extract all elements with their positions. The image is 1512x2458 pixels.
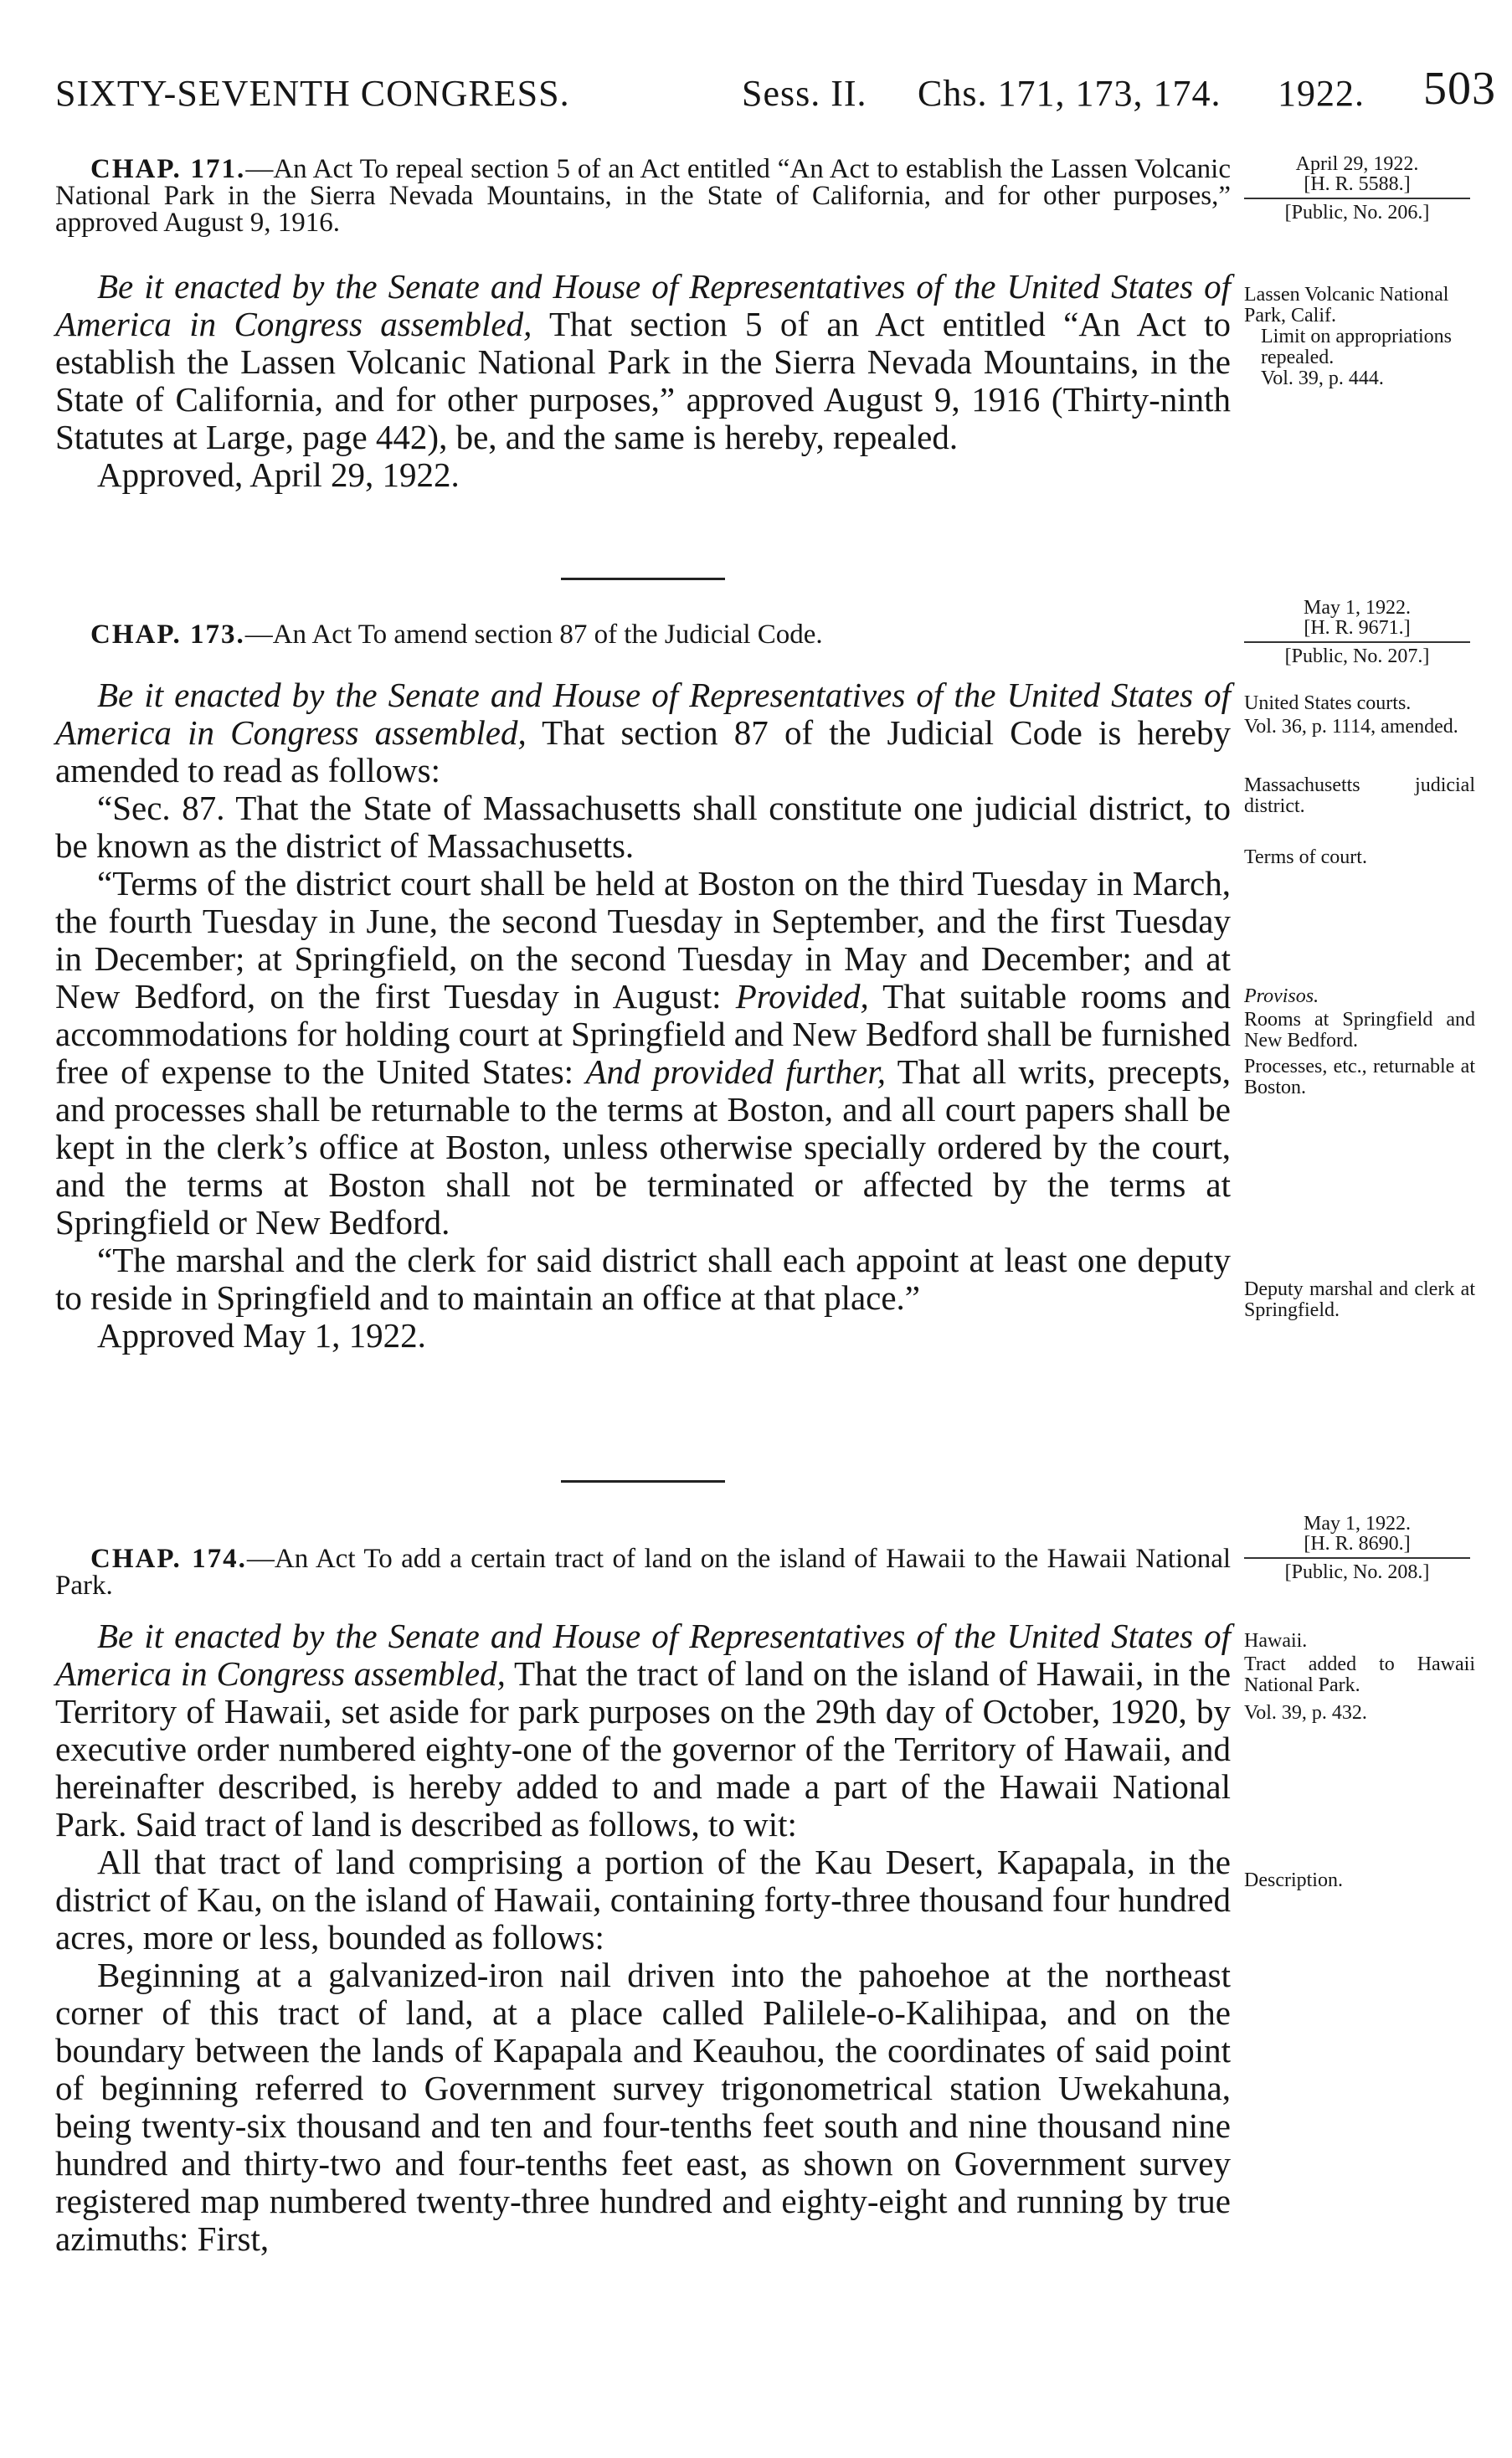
chap173-enacting-clause: Be it enacted by the Senate and House of Representatives of the United States of America in Congress assembled, [55, 676, 1231, 752]
chap173-ref-public: [Public, No. 207.] [1284, 645, 1430, 667]
chap173-approved: Approved May 1, 1922. [97, 1316, 426, 1355]
note-vol36-1114: Vol. 36, p. 1114, amended. [1244, 716, 1458, 738]
chap171-title-block [55, 156, 1231, 236]
note-hawaii: Hawaii. [1244, 1630, 1308, 1652]
header-session: Sess. II. [742, 73, 867, 114]
chap174-body [55, 1617, 1231, 2258]
section-divider-1 [561, 578, 725, 580]
note-lassen-park: Lassen Volcanic National Park, Calif. [1244, 284, 1449, 327]
note-mass-district: Massachusetts judicial district. [1244, 774, 1475, 817]
note-vol39-432: Vol. 39, p. 432. [1244, 1702, 1367, 1724]
note-processes: Processes, etc., returnable at Boston. [1244, 1056, 1475, 1098]
note-us-courts: United States courts. [1244, 692, 1412, 714]
chap173-terms-part1: “Terms of the district court shall be held at Boston on the third Tuesday in March, the fourth Tuesday in June, the second Tuesday in September, and the first Tuesday in December; at Springfield, on the second Tuesday in May and December; and at New Bedford, on the first Tuesday in August: [55, 864, 1231, 1016]
chap173-reference [1244, 598, 1470, 666]
chap171-ref-bill: [H. R. 5588.] [1304, 173, 1411, 195]
note-terms-of-court: Terms of court. [1244, 846, 1367, 868]
chap173-title-block [55, 621, 1231, 648]
chap174-reference [1244, 1514, 1470, 1582]
note-tract-added: Tract added to Hawaii National Park. [1244, 1653, 1475, 1696]
chap171-ref-rule [1244, 198, 1470, 199]
chap173-intro: That section 87 of the Judicial Code is hereby amended to read as follows: [55, 713, 1232, 789]
chap173-ref-rule [1244, 641, 1470, 643]
chap173-title: —An Act To amend section 87 of the Judicial Code. [244, 620, 823, 650]
header-congress: SIXTY-SEVENTH CONGRESS. [55, 73, 570, 114]
note-description: Description. [1244, 1869, 1343, 1891]
chap173-sec87: “Sec. 87. That the State of Massachusetts shall constitute one judicial district, to be known as the district of Massachusetts. [55, 789, 1231, 865]
note-deputy: Deputy marshal and clerk at Springfield. [1244, 1278, 1475, 1321]
chap173-and-provided: And provided further, [585, 1052, 887, 1091]
chap173-terms-part3: That all writs, precepts, and processes shall be returnable to the terms at Boston, and all court papers shall be kept in the clerk’s office at Boston, unless otherwise specially ordered by the court, and the terms at Boston shall not be terminated or affected by the terms at Springfield or New Bedford. [55, 1052, 1231, 1242]
chap173-ref-date: May 1, 1922. [1304, 597, 1411, 619]
chap171-title: —An Act To repeal section 5 of an Act entitled “An Act to establish the Lassen Volcanic National Park in the Sierra Nevada Mountains, in the State of California, and for other purposes,” approved August 9, 1916. [55, 154, 1231, 238]
header-chapters: Chs. 171, 173, 174. [918, 73, 1221, 114]
chap174-ref-date: May 1, 1922. [1304, 1513, 1411, 1535]
chap171-ref-public: [Public, No. 206.] [1284, 202, 1430, 224]
note-limit-repealed: Limit on appropriations repealed. [1261, 326, 1452, 368]
chap173-deputy: “The marshal and the clerk for said district shall each appoint at least one deputy to reside in Springfield and to maintain an office at that place.” [55, 1241, 1231, 1317]
chap171-text: That section 5 of an Act entitled “An Act to establish the Lassen Volcanic National Park in the Sierra Nevada Mountains, in the State of California, and for other purposes,” approved August 9, 1916 (Thirty-ninth Statutes at Large, page 442), be, and the same is hereby, repealed. [55, 305, 1232, 456]
chap173-ref-bill: [H. R. 9671.] [1304, 617, 1411, 639]
chap174-ref-rule [1244, 1557, 1470, 1559]
chap171-reference [1244, 154, 1470, 223]
chap171-label: CHAP. 171. [90, 154, 246, 184]
chap174-tract: All that tract of land comprising a portion of the Kau Desert, Kapapala, in the district of Kau, on the island of Hawaii, containing forty-three thousand four hundred acres, more or less, bounded as follows: [55, 1843, 1231, 1957]
note-lassen [1244, 285, 1475, 389]
chap171-ref-date: April 29, 1922. [1295, 153, 1419, 175]
note-provisos: Provisos. [1244, 985, 1319, 1007]
chap173-terms-part2: That suitable rooms and accommodations for holding court at Springfield and New Bedford shall be furnished free of expense to the United States: [55, 977, 1231, 1091]
chap174-title: —An Act To add a certain tract of land on the island of Hawaii to the Hawaii National Park. [55, 1544, 1232, 1601]
chap174-enacting-clause: Be it enacted by the Senate and House of Representatives of the United States of America in Congress assembled, [55, 1617, 1231, 1693]
chap171-approved: Approved, April 29, 1922. [97, 455, 460, 494]
chap173-body [55, 676, 1231, 1355]
chap174-ref-public: [Public, No. 208.] [1284, 1561, 1430, 1583]
chap174-ref-bill: [H. R. 8690.] [1304, 1533, 1411, 1555]
chap171-body [55, 268, 1231, 494]
chap173-provided: Provided, [735, 977, 869, 1016]
chap174-beginning: Beginning at a galvanized-iron nail driven into the pahoehoe at the northeast corner of this tract of land, at a place called Palilele-o-Kalihipaa, and on the boundary between the lands of Kapapala and Keauhou, the coordinates of said point of beginning referred to Government survey trigonometrical station Uwekahuna, being twenty-six thousand and ten and four-tenths feet south and nine thousand nine hundred and thirty-two and four-tenths feet east, as shown on Government survey registered map numbered twenty-three hundred and eighty-eight and running by true azimuths: First, [55, 1956, 1231, 2258]
page-number: 503 [1423, 63, 1496, 115]
note-rooms: Rooms at Springfield and New Bedford. [1244, 1009, 1475, 1052]
note-vol39-444: Vol. 39, p. 444. [1261, 368, 1384, 389]
chap174-text: That the tract of land on the island of Hawaii, in the Territory of Hawaii, set aside for park purposes on the 29th day of October, 1920, by executive order numbered eighty-one of the governor of the Territory of Hawaii, and hereinafter described, is hereby added to and made a part of the Hawaii National Park. Said tract of land is described as follows, to wit: [55, 1654, 1232, 1844]
chap171-enacting-clause: Be it enacted by the Senate and House of Representatives of the United States of America in Congress assembled, [55, 267, 1231, 343]
chap174-label: CHAP. 174. [90, 1544, 247, 1574]
chap173-label: CHAP. 173. [90, 620, 245, 650]
section-divider-2 [561, 1480, 725, 1483]
header-year: 1922. [1278, 73, 1365, 114]
chap174-title-block [55, 1545, 1231, 1599]
